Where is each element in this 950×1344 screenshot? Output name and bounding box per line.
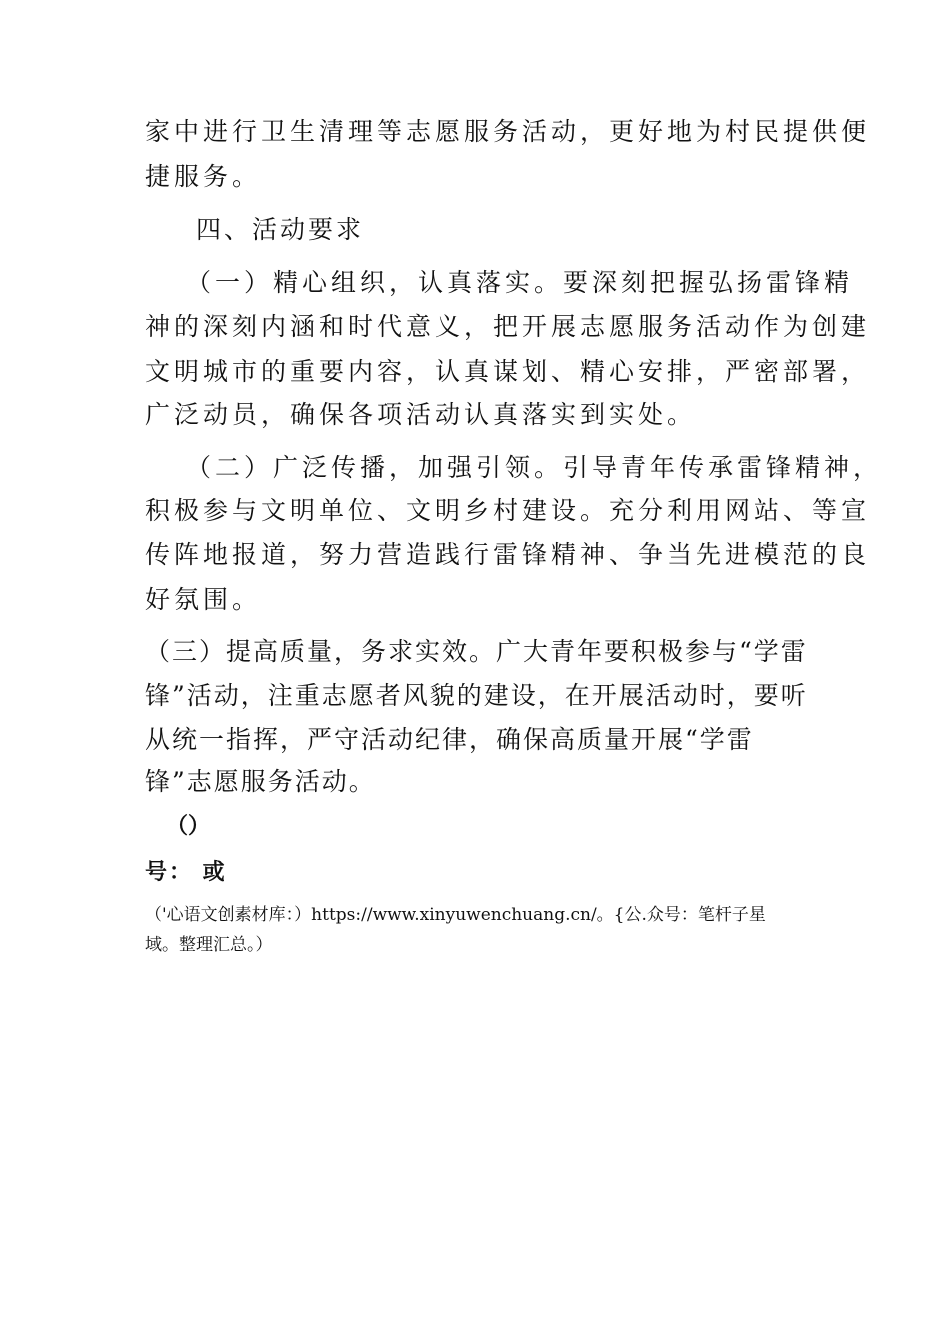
source-note-line: 域。整理汇总。） [145,935,273,955]
paragraph-line: 文明城市的重要内容，认真谋划、精心安排，严密部署， [145,357,871,386]
paragraph-line: 神的深刻内涵和时代意义，把开展志愿服务活动作为创建 [145,312,871,341]
paragraph-line: （一）精心组织，认真落实。要深刻把握弘扬雷锋精 [186,268,854,297]
paragraph-line: 从统一指挥，严守活动纪律，确保高质量开展“学雷 [145,725,754,754]
section-heading: 四、活动要求 [196,215,365,244]
empty-parentheses: （） [166,813,211,839]
paragraph-line: 积极参与文明单位、文明乡村建设。充分利用网站、等宣 [145,496,871,525]
paragraph-line: （三）提高质量，务求实效。广大青年要积极参与“学雷 [145,637,808,666]
paragraph-line: 捷服务。 [145,162,262,191]
source-note-line: （'心语文创素材库：）https://www.xinyuwenchuang.cn/。{公.众号：笔杆子星 [145,905,766,925]
paragraph-line: （二）广泛传播，加强引领。引导青年传承雷锋精神， [186,453,883,482]
paragraph-line: 锋”志愿服务活动。 [145,767,376,796]
paragraph-line: 广泛动员，确保各项活动认真落实到实处。 [145,400,697,429]
paragraph-line: 家中进行卫生清理等志愿服务活动，更好地为村民提供便 [145,117,871,146]
footer-label: 号： 或 [145,859,227,885]
paragraph-line: 锋”活动，注重志愿者风貌的建设，在开展活动时，要听 [145,681,808,710]
paragraph-line: 好氛围。 [145,585,262,614]
paragraph-line: 传阵地报道，努力营造践行雷锋精神、争当先进模范的良 [145,540,871,569]
